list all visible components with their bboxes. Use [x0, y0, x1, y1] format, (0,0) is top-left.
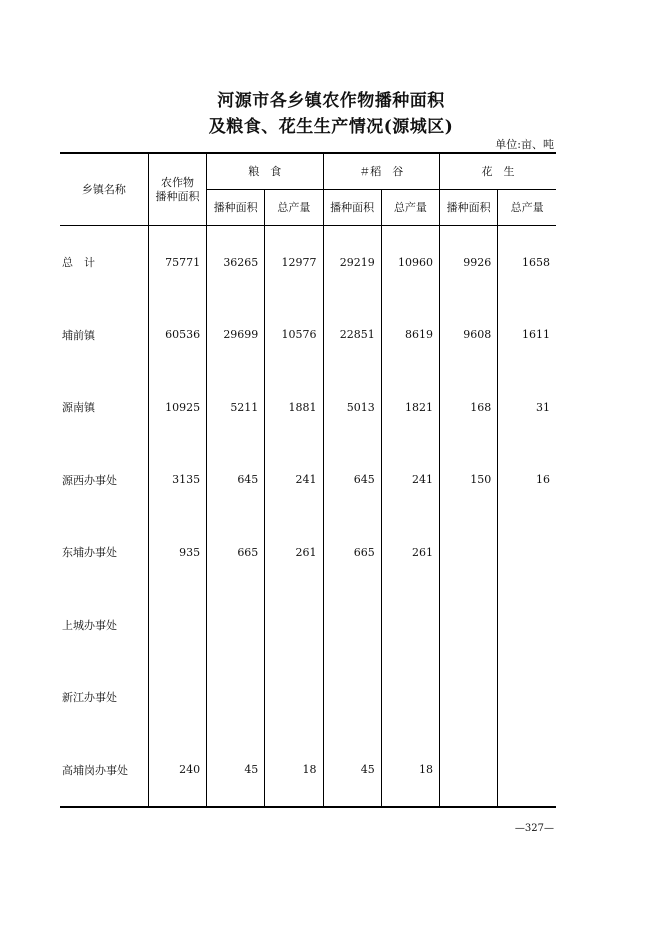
cell-grain-area: 45 [207, 734, 265, 808]
cell-crop-area: 60536 [148, 299, 206, 372]
cell-rice-output: 18 [381, 734, 439, 808]
cell-town: 埔前镇 [62, 328, 95, 342]
header-peanut-output: 总产量 [498, 190, 556, 226]
cell-town: 东埔办事处 [62, 546, 117, 560]
cell-crop-area [148, 589, 206, 662]
cell-town: 源南镇 [62, 401, 95, 415]
cell-peanut-output [498, 661, 556, 734]
header-peanut-area: 播种面积 [440, 190, 498, 226]
header-rice-area: 播种面积 [323, 190, 381, 226]
header-peanut: 花 生 [440, 153, 556, 190]
cell-crop-area: 935 [148, 516, 206, 589]
cell-grain-output: 12977 [265, 226, 323, 299]
cell-crop-area: 3135 [148, 444, 206, 517]
table-row [60, 444, 556, 517]
cell-rice-output [381, 661, 439, 734]
statistics-table [60, 152, 556, 808]
header-town: 乡镇名称 [60, 153, 148, 226]
cell-town: 上城办事处 [62, 618, 117, 632]
cell-grain-output [265, 589, 323, 662]
cell-rice-area [323, 589, 381, 662]
cell-crop-area: 240 [148, 734, 206, 808]
cell-peanut-output [498, 516, 556, 589]
cell-grain-area: 29699 [207, 299, 265, 372]
cell-crop-area: 10925 [148, 371, 206, 444]
cell-rice-area [323, 661, 381, 734]
cell-rice-area: 665 [323, 516, 381, 589]
table-row [60, 661, 556, 734]
table-row [60, 734, 556, 808]
cell-crop-area: 75771 [148, 226, 206, 299]
table-row [60, 226, 556, 299]
cell-rice-output: 10960 [381, 226, 439, 299]
cell-peanut-output [498, 589, 556, 662]
cell-rice-area: 45 [323, 734, 381, 808]
cell-grain-area [207, 589, 265, 662]
cell-grain-output: 241 [265, 444, 323, 517]
table-row [60, 516, 556, 589]
cell-grain-area: 645 [207, 444, 265, 517]
cell-peanut-output: 16 [498, 444, 556, 517]
table-row [60, 589, 556, 662]
cell-peanut-area: 9608 [440, 299, 498, 372]
cell-grain-output: 261 [265, 516, 323, 589]
cell-peanut-area: 9926 [440, 226, 498, 299]
cell-rice-area: 22851 [323, 299, 381, 372]
cell-town: 源西办事处 [62, 473, 117, 487]
header-crop-area: 农作物 播种面积 [148, 153, 206, 226]
cell-grain-area: 36265 [207, 226, 265, 299]
cell-grain-output [265, 661, 323, 734]
page-subtitle: 及粮食、花生生产情况(源城区) [208, 117, 454, 137]
page-number: —327— [514, 823, 554, 834]
cell-rice-output: 1821 [381, 371, 439, 444]
cell-peanut-area: 150 [440, 444, 498, 517]
cell-grain-area: 665 [207, 516, 265, 589]
header-rice-output: 总产量 [381, 190, 439, 226]
table-row [60, 371, 556, 444]
cell-rice-output: 241 [381, 444, 439, 517]
cell-town: 新江办事处 [62, 691, 117, 705]
cell-grain-output: 18 [265, 734, 323, 808]
cell-peanut-output: 1658 [498, 226, 556, 299]
header-grain: 粮 食 [207, 153, 323, 190]
unit-label: 单位:亩、吨 [495, 138, 554, 151]
header-rice: ＃稻 谷 [323, 153, 439, 190]
cell-rice-area: 645 [323, 444, 381, 517]
cell-rice-output: 261 [381, 516, 439, 589]
cell-peanut-area [440, 661, 498, 734]
header-grain-area: 播种面积 [207, 190, 265, 226]
cell-peanut-area [440, 734, 498, 808]
header-grain-output: 总产量 [265, 190, 323, 226]
cell-town: 总 计 [62, 256, 95, 270]
cell-peanut-area: 168 [440, 371, 498, 444]
cell-rice-area: 5013 [323, 371, 381, 444]
cell-peanut-output: 1611 [498, 299, 556, 372]
cell-grain-area: 5211 [207, 371, 265, 444]
cell-town: 高埔岗办事处 [62, 763, 128, 777]
cell-grain-output: 1881 [265, 371, 323, 444]
cell-peanut-area [440, 516, 498, 589]
cell-crop-area [148, 661, 206, 734]
cell-grain-output: 10576 [265, 299, 323, 372]
page-title: 河源市各乡镇农作物播种面积 [217, 91, 445, 111]
cell-rice-area: 29219 [323, 226, 381, 299]
cell-grain-area [207, 661, 265, 734]
cell-peanut-area [440, 589, 498, 662]
cell-rice-output [381, 589, 439, 662]
cell-peanut-output: 31 [498, 371, 556, 444]
cell-rice-output: 8619 [381, 299, 439, 372]
cell-peanut-output [498, 734, 556, 808]
table-row [60, 299, 556, 372]
